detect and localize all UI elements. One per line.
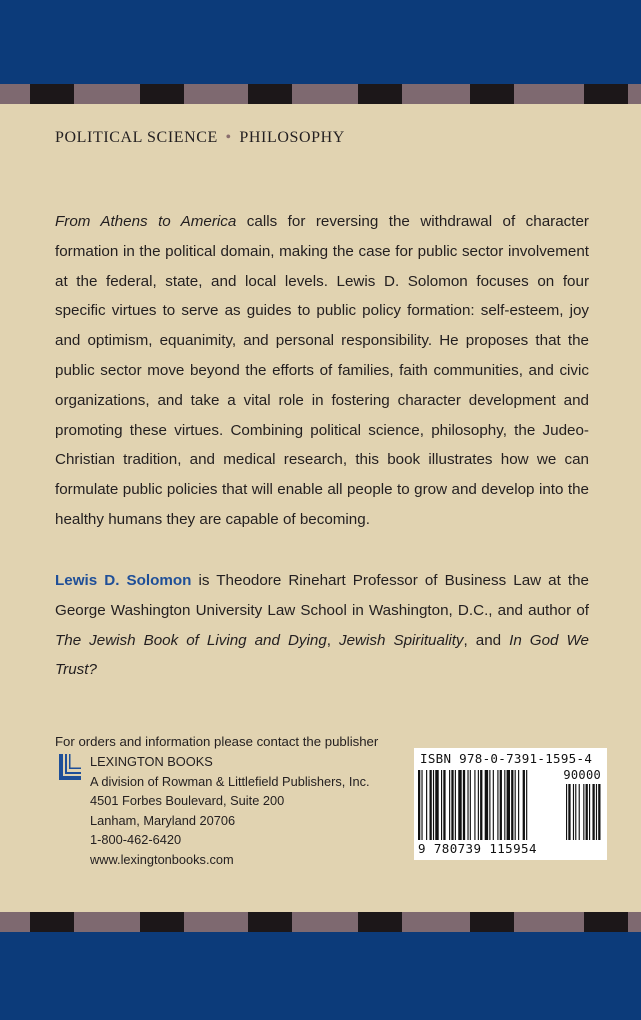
barcode-addon-bar (592, 784, 594, 840)
barcode-addon-bar (568, 784, 570, 840)
bio-text-2: , (326, 631, 340, 649)
bio-text-1: is Theodore Rinehart Professor of Business Law at the George Washington University Law School in Washington, D.C., and author of (55, 572, 589, 619)
subject-category (55, 129, 345, 147)
barcode-bar (478, 770, 479, 840)
author-bio (55, 566, 589, 685)
publisher-name: LEXINGTON BOOKS (90, 754, 213, 769)
category-separator: • (225, 129, 232, 146)
top-blue-band (0, 0, 641, 84)
barcode-addon-bar (586, 784, 588, 840)
barcode-bar (430, 770, 432, 840)
barcode-bar (500, 770, 502, 840)
barcode-addon-bar (596, 784, 597, 840)
book-title: From Athens to America (55, 213, 237, 230)
bottom-blue-band (0, 932, 641, 1020)
barcode-addon-bar (573, 784, 574, 840)
barcode-addon-bar (566, 784, 567, 840)
barcode-bar (449, 770, 450, 840)
lexington-books-logo-icon (59, 754, 81, 780)
barcode-bar (470, 770, 471, 840)
barcode-bar (435, 770, 438, 840)
barcode-bar (518, 770, 519, 840)
book-description (55, 207, 589, 535)
publisher-address-line-2: Lanham, Maryland 20706 (90, 812, 236, 828)
barcode-bar (523, 770, 525, 840)
barcode-addon-bar (598, 784, 600, 840)
barcode-bar (426, 770, 427, 840)
description-body: calls for reversing the withdrawal of character formation in the political domain, making the case for public sector involvement at the federal, state, and local levels. Lewis D. Solomon focuses on four specific virtues to serve as guides to public policy formation: self-esteem, joy and optimism, equanimity, and personal responsibility. He proposes that the public sector move beyond the efforts of families, faith communities, and civic organizations, and take a vital role in fostering character development and promoting these virtues. Combining political science, philosophy, the Judeo-Christian tradition, and medical research, this book illustrates how we can formulate public policies that will enable all people to grow and develop into the healthy humans they are capable of becoming. (55, 213, 589, 528)
category-political-science: POLITICAL SCIENCE (55, 129, 218, 146)
barcode-addon-bar (575, 784, 576, 840)
bottom-decorative-stripe (0, 912, 641, 932)
barcode-bar (463, 770, 465, 840)
barcode-addon-bar (589, 784, 590, 840)
barcode-bar (511, 770, 513, 840)
barcode-bar (493, 770, 494, 840)
publisher-phone: 1-800-462-6420 (90, 832, 182, 847)
barcode-bar (421, 770, 422, 840)
barcode-bar (515, 770, 516, 840)
barcode-bar (455, 770, 456, 840)
bio-book-3: In God We Trust? (55, 631, 589, 679)
orders-heading: For orders and information please contact the publisher (55, 734, 379, 749)
publisher-website: www.lexingtonbooks.com (90, 851, 234, 867)
bio-text-3: , and (463, 631, 510, 649)
barcode-addon-bar (583, 784, 584, 840)
barcode-bar (485, 770, 488, 840)
barcode-bar (441, 770, 442, 840)
barcode-bar (458, 770, 461, 840)
top-decorative-stripe (0, 84, 641, 104)
bio-book-2: Jewish Spirituality (339, 631, 464, 649)
barcode-bar (474, 770, 475, 840)
barcode-addon-bar (579, 784, 580, 840)
price-code: 90000 (563, 768, 601, 782)
barcode-bar (507, 770, 510, 840)
isbn-barcode (414, 748, 607, 860)
barcode-bar (489, 770, 490, 840)
author-name: Lewis D. Solomon (55, 572, 192, 589)
publisher-division: A division of Rowman & Littlefield Publishers, Inc. (90, 773, 370, 789)
barcode-bar (526, 770, 527, 840)
barcode-bar (451, 770, 453, 840)
publisher-address-line-1: 4501 Forbes Boulevard, Suite 200 (90, 793, 285, 808)
category-philosophy: PHILOSOPHY (239, 129, 345, 146)
barcode-bar (443, 770, 445, 840)
ean-digits: 9 780739 115954 (418, 841, 537, 856)
isbn-label: ISBN 978-0-7391-1595-4 (420, 751, 593, 766)
barcode-bar (433, 770, 434, 840)
publisher-contact (90, 752, 370, 869)
barcode-bar (418, 770, 420, 840)
barcode-bar (480, 770, 482, 840)
barcode-bar (497, 770, 498, 840)
bio-book-1: The Jewish Book of Living and Dying (55, 631, 327, 649)
barcode-bar (504, 770, 505, 840)
barcode-bar (467, 770, 468, 840)
